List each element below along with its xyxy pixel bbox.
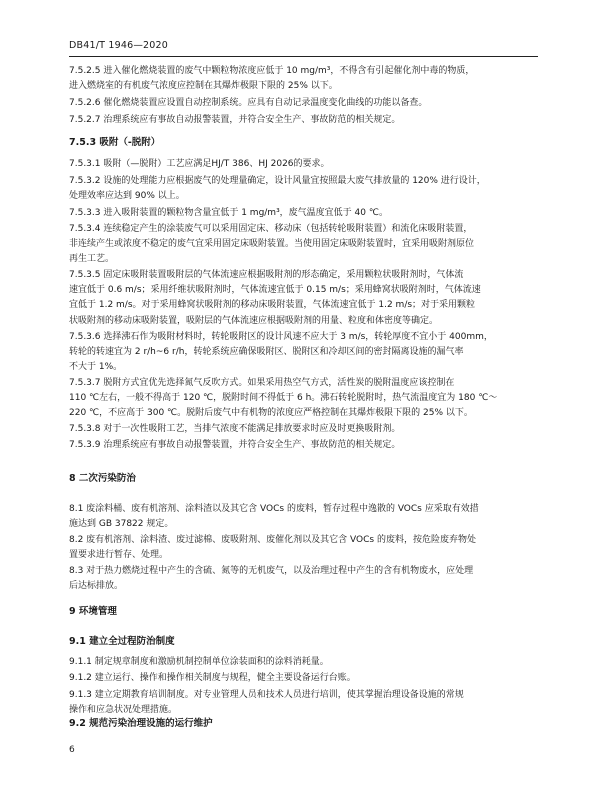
- clause-7-5-3-6: [69, 330, 543, 376]
- clause-9-1-3: [69, 688, 543, 718]
- text-line: 非连续产生或浓度不稳定的废气宜采用固定床吸附装置。当使用固定床吸附装置时，宜采用吸附剂原位: [69, 239, 475, 250]
- clause-7-5-2-7: [69, 113, 543, 128]
- section-8-heading: [69, 471, 543, 486]
- clause-7-5-2-5: [69, 64, 543, 94]
- text-line: 8.1 废涂料桶、废有机溶剂、涂料渣以及其它含 VOCs 的废料，暂存过程中逸散的 VOCs 应采取有效措: [69, 504, 479, 514]
- text-line: 后达标排放。: [69, 581, 124, 592]
- text-line: 宜低于 1.2 m/s。对于采用蜂窝状吸附剂的移动床吸附装置，气体流速宜低于 1.2 m/s；对于采用颗粒: [69, 300, 476, 311]
- clause-7-5-3-5: [69, 268, 543, 329]
- header-rule: [69, 56, 538, 57]
- clause-7-5-3-3: [69, 206, 543, 221]
- text-line: 7.5.3.5 固定床吸附装置吸附层的气体流速应根据吸附剂的形态确定，采用颗粒状吸附剂时，气体流: [69, 270, 464, 280]
- text-line: 状吸附剂的移动床吸附装置，吸附层的气体流速应根据吸附剂的用量、粒度和体密度等确定。: [69, 315, 439, 326]
- clause-7-5-3-9: [69, 438, 543, 453]
- page-number: 6: [69, 745, 75, 755]
- text-line: 7.5.3.7 脱附方式宜优先选择氮气反吹方式。如果采用热空气方式，活性炭的脱附温度应该控制在: [69, 378, 455, 388]
- text-line: 7.5.2.6 催化燃烧装置应设置自动控制系统。应具有自动记录温度变化曲线的功能以备查。: [69, 98, 428, 108]
- clause-7-5-3-1: [69, 157, 543, 172]
- section-heading: 7.5.3 吸附（-脱附）: [69, 137, 161, 148]
- clause-8-1: [69, 502, 543, 532]
- text-line: 7.5.3.1 吸附（—脱附）工艺应满足HJ/T 386、HJ 2026的要求。: [69, 159, 330, 169]
- text-line: 220 ℃，不应高于 300 ℃。脱附后废气中有机物的浓度应严格控制在其爆炸极限下限的 25% 以下。: [69, 408, 473, 419]
- text-line: 7.5.3.9 治理系统应有事故自动报警装置，并符合安全生产、事故防范的相关规定。: [69, 440, 401, 450]
- clause-9-1-2: [69, 671, 543, 686]
- text-line: 再生工艺。: [69, 254, 115, 265]
- text-line: 转轮的转速宜为 2 r/h~6 r/h，转轮系统应确保吸附区、脱附区和冷却区间的密封隔离设施的漏气率: [69, 347, 464, 358]
- text-line: 110 ℃左右，一般不得高于 120 ℃，脱附时间不得低于 6 h。沸石转轮脱附时，热气流温度宜为 180 ℃～: [69, 393, 498, 404]
- text-line: 8.2 废有机溶剂、涂料渣、废过滤棉、废吸附剂、废催化剂以及其它含 VOCs 的废料，按危险废弃物处: [69, 535, 476, 545]
- text-line: 8.3 对于热力燃烧过程中产生的含硫、氮等的无机废气，以及治理过程中产生的含有机物废水，应处理: [69, 566, 474, 576]
- section-heading: 8 二次污染防治: [69, 473, 136, 484]
- clause-7-5-3-heading: [69, 135, 543, 150]
- text-line: 置要求进行暂存、处理。: [69, 550, 169, 561]
- clause-7-5-3-2: [69, 174, 543, 204]
- text-line: 7.5.2.7 治理系统应有事故自动报警装置，并符合安全生产、事故防范的相关规定。: [69, 115, 401, 125]
- clause-7-5-3-8: [69, 422, 543, 437]
- clause-9-1-heading: [69, 634, 543, 649]
- text-line: 进入燃烧室的有机废气浓度应控制在其爆炸极限下限的 25% 以下。: [69, 81, 338, 92]
- document-code: DB41/T 1946—2020: [69, 40, 168, 51]
- text-line: 9.1.2 建立运行、操作和操作相关制度与规程，健全主要设备运行台账。: [69, 673, 356, 683]
- text-line: 7.5.3.2 设施的处理能力应根据废气的处理量确定，设计风量宜按照最大废气排放量的 120% 进行设计，: [69, 176, 486, 186]
- clause-8-3: [69, 564, 543, 594]
- text-line: 7.5.3.4 连续稳定产生的涂装废气可以采用固定床、移动床（包括转轮吸附装置）和流化床吸附装置，: [69, 224, 473, 234]
- text-line: 不大于 1%。: [69, 362, 123, 373]
- section-heading: 9 环境管理: [69, 606, 117, 617]
- clause-7-5-2-6: [69, 96, 543, 111]
- clause-7-5-3-7: [69, 376, 543, 422]
- text-line: 速宜低于 0.6 m/s；采用纤维状吸附剂时，气体流速宜低于 0.15 m/s；采用蜂窝状吸附剂时，气体流速: [69, 285, 481, 296]
- text-line: 7.5.2.5 进入催化燃烧装置的废气中颗粒物浓度应低于 10 mg/m³，不得含有引起催化剂中毒的物质，: [69, 66, 475, 76]
- text-line: 7.5.3.8 对于一次性吸附工艺，当排气浓度不能满足排放要求时应及时更换吸附剂。: [69, 424, 401, 434]
- text-line: 施达到 GB 37822 规定。: [69, 519, 174, 530]
- clause-7-5-3-4: [69, 222, 543, 268]
- text-line: 7.5.3.6 选择沸石作为吸附材料时，转轮吸附区的设计风速不应大于 3 m/s，转轮厚度不宜小于 400mm，: [69, 332, 493, 342]
- text-line: 9.1.3 建立定期教育培训制度。对专业管理人员和技术人员进行培训，使其掌握治理设备设施的常规: [69, 690, 464, 700]
- clause-9-1-1: [69, 655, 543, 670]
- text-line: 操作和应急状况处理措施。: [69, 705, 178, 716]
- section-heading: 9.2 规范污染治理设施的运行维护: [69, 718, 213, 729]
- clause-8-2: [69, 533, 543, 563]
- text-line: 处理效率应达到 90% 以上。: [69, 191, 185, 202]
- text-line: 9.1.1 制定规章制度和激励机制控制单位涂装面积的涂料消耗量。: [69, 657, 329, 667]
- clause-9-2-heading: [69, 716, 543, 731]
- section-heading: 9.1 建立全过程防治制度: [69, 636, 175, 647]
- section-9-heading: [69, 604, 543, 619]
- text-line: 7.5.3.3 进入吸附装置的颗粒物含量宜低于 1 mg/m³，废气温度宜低于 40 ℃。: [69, 208, 388, 218]
